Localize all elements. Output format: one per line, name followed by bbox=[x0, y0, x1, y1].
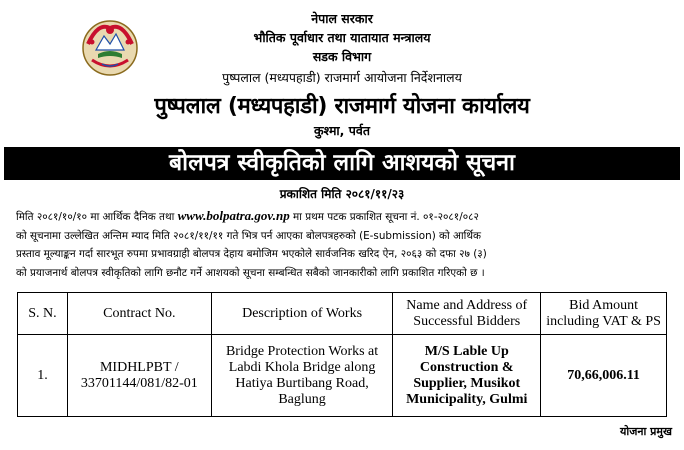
table-row bbox=[18, 335, 667, 417]
table-header-row bbox=[18, 293, 667, 335]
bolpatra-link[interactable]: www.bolpatra.gov.np bbox=[177, 208, 290, 223]
government-name: नेपाल सरकार bbox=[311, 11, 373, 26]
notice-title-banner: बोलपत्र स्वीकृतिको लागि आशयको सूचना bbox=[4, 147, 680, 180]
cell-description: Bridge Protection Works at Labdi Khola Bridge along Hatiya Burtibang Road, Baglung bbox=[211, 335, 393, 417]
directorate-name: पुष्पलाल (मध्यपहाडी) राजमार्ग आयोजना निर्देशनालय bbox=[222, 70, 462, 85]
office-location: कुश्मा, पर्वत bbox=[314, 123, 370, 138]
department-name: सडक विभाग bbox=[312, 49, 372, 64]
cell-sn: 1. bbox=[18, 335, 68, 417]
cell-bidder: M/S Lable Up Construction & Supplier, Musikot Municipality, Gulmi bbox=[393, 335, 541, 417]
notice-line-4: को प्रयाजनार्थ बोलपत्र स्वीकृतिको लागि छनौट गर्ने आशयको सूचना सम्बन्धित सबैको जानकारीको लागि प्रकाशित गरिएको छ । bbox=[16, 266, 485, 279]
header-amount: Bid Amount including VAT & PS bbox=[541, 293, 667, 335]
office-name: पुष्पलाल (मध्यपहाडी) राजमार्ग योजना कार्यालय bbox=[154, 94, 530, 119]
cell-amount: 70,66,006.11 bbox=[541, 335, 667, 417]
notice-line-2: को सूचनामा उल्लेखित अन्तिम म्याद मिति २०८१/११/११ गते भित्र पर्न आएका बोलपत्रहरुको (E-submission) को आर्थिक bbox=[16, 229, 481, 242]
cell-contract-no: MIDHLPBT / 33701144/081/82-01 bbox=[67, 335, 211, 417]
notice-line-1 bbox=[16, 207, 670, 227]
notice-line-1-end: मा प्रथम पटक प्रकाशित सूचना नं. ०१-२०८१/०८२ bbox=[289, 211, 479, 223]
notice-line-1-start: मिति २०८१/१०/१० मा आर्थिक दैनिक तथा bbox=[16, 211, 178, 223]
header-description: Description of Works bbox=[211, 293, 393, 335]
notice-line-3: प्रस्ताव मूल्याङ्कन गर्दा सारभूत रुपमा प्रभावग्राही बोलपत्र देहाय बमोजिम भएकोले सार्वजनिक खरिद ऐन, २०६३ को दफा २७ (३) bbox=[16, 248, 487, 260]
award-table bbox=[17, 292, 667, 417]
signatory: योजना प्रमुख bbox=[619, 425, 672, 438]
header-contract-no: Contract No. bbox=[67, 293, 211, 335]
published-date: प्रकाशित मिति २०८१/११/२३ bbox=[279, 187, 405, 201]
notice-paragraph bbox=[16, 207, 670, 282]
header-sn: S. N. bbox=[18, 293, 68, 335]
ministry-name: भौतिक पूर्वाधार तथा यातायात मन्त्रालय bbox=[253, 30, 431, 45]
header-bidder: Name and Address of Successful Bidders bbox=[393, 293, 541, 335]
